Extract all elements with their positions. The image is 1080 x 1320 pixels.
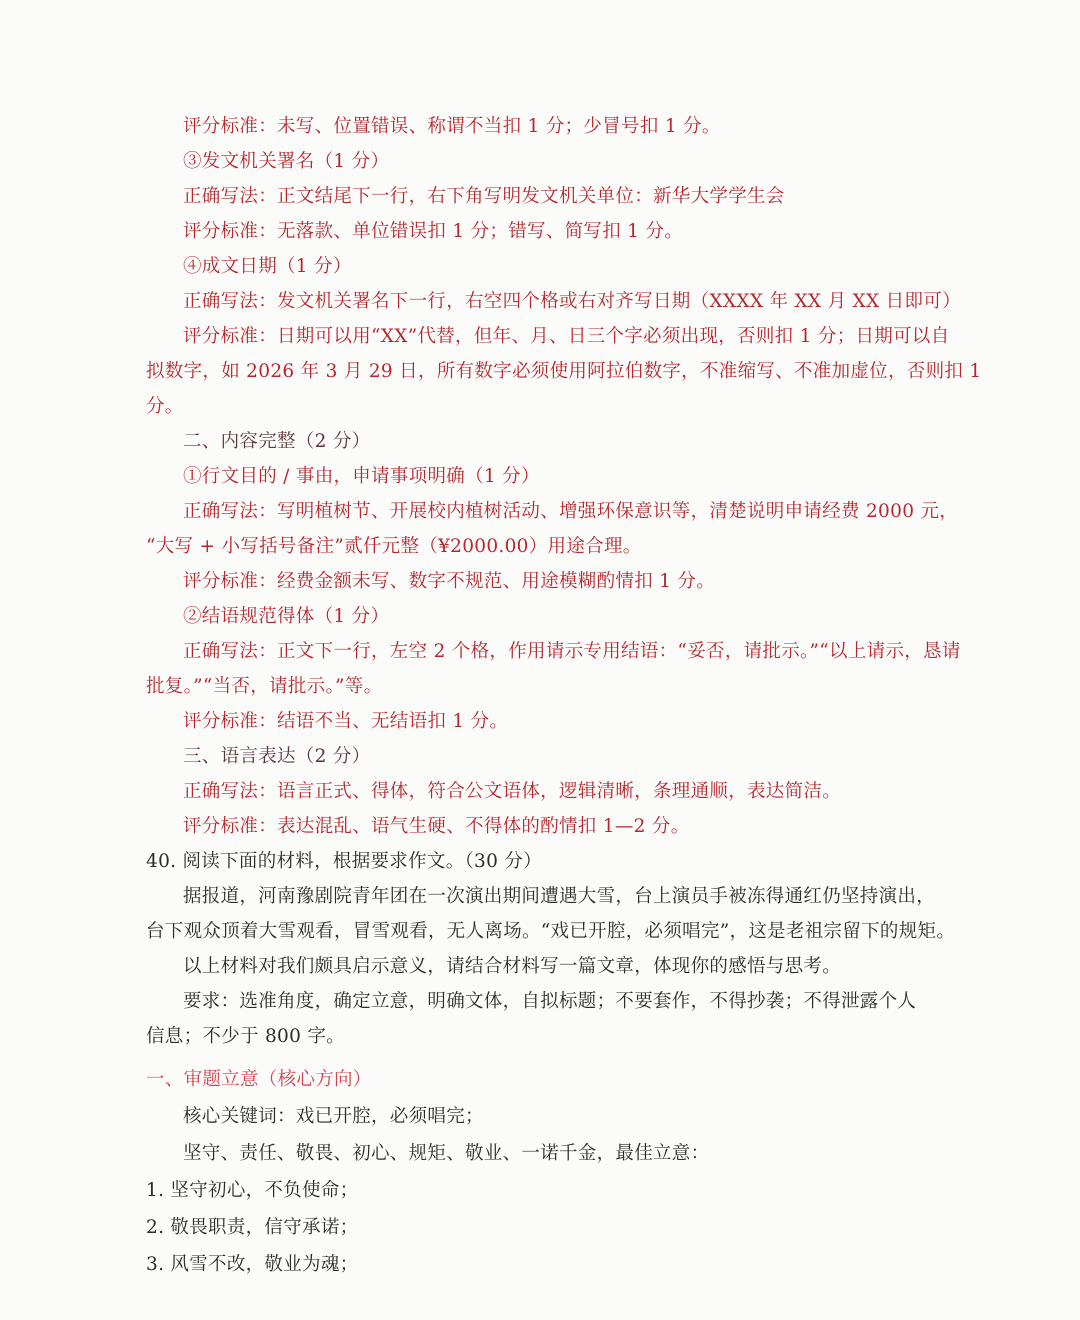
text-line: 正确写法：语言正式、得体，符合公文语体，逻辑清晰，条理通顺，表达简洁。 [183, 781, 842, 802]
text-line: 评分标准：经费金额未写、数字不规范、用途模糊酌情扣 1 分。 [183, 571, 716, 592]
text-line: 台下观众顶着大雪观看，冒雪观看，无人离场。“戏已开腔，必须唱完”，这是老祖宗留下的规矩。 [146, 921, 956, 942]
text-line: 核心关键词：戏已开腔，必须唱完； [183, 1106, 484, 1127]
text-line: ③发文机关署名（1 分） [183, 151, 390, 172]
text-line: 40. 阅读下面的材料，根据要求作文。（30 分） [146, 851, 542, 872]
text-line: 分。 [146, 396, 184, 417]
text-line: 评分标准：无落款、单位错误扣 1 分；错写、简写扣 1 分。 [183, 221, 684, 242]
text-line: 坚守、责任、敬畏、初心、规矩、敬业、一诺千金，最佳立意： [183, 1143, 710, 1164]
text-line: 正确写法：正文结尾下一行，右下角写明发文机关单位：新华大学学生会 [183, 186, 785, 207]
text-line: ②结语规范得体（1 分） [183, 606, 390, 627]
text-line: 评分标准：表达混乱、语气生硬、不得体的酌情扣 1—2 分。 [183, 816, 690, 837]
text-line: 2. 敬畏职责，信守承诺； [146, 1217, 359, 1238]
text-line: 以上材料对我们颇具启示意义，请结合材料写一篇文章，体现你的感悟与思考。 [183, 956, 842, 977]
text-line: 要求：选准角度，确定立意，明确文体，自拟标题；不要套作，不得抄袭；不得泄露个人 [183, 991, 917, 1012]
text-line: 据报道，河南豫剧院青年团在一次演出期间遭遇大雪，台上演员手被冻得通红仍坚持演出， [183, 886, 936, 907]
text-line: 正确写法：正文下一行，左空 2 个格，作用请示专用结语：“妥否，请批示。”“以上请示，恳请 [183, 641, 961, 662]
text-line: 3. 风雪不改，敬业为魂； [146, 1254, 359, 1275]
text-line: 拟数字，如 2026 年 3 月 29 日，所有数字必须使用阿拉伯数字，不准缩写、不准加虚位，否则扣 1 [146, 361, 982, 382]
text-line: 批复。”“当否，请批示。”等。 [146, 676, 383, 697]
text-line: 三、语言表达（2 分） [183, 746, 371, 767]
text-line: 信息；不少于 800 字。 [146, 1026, 345, 1047]
text-line: ④成文日期（1 分） [183, 256, 352, 277]
text-line: 一、审题立意（核心方向） [146, 1069, 372, 1090]
text-line: “大写 + 小写括号备注”贰仟元整（¥2000.00）用途合理。 [146, 536, 642, 557]
text-line: 正确写法：写明植树节、开展校内植树活动、增强环保意识等，清楚说明申请经费 2000 元， [183, 501, 959, 522]
text-line: 二、内容完整（2 分） [183, 431, 371, 452]
text-line: 1. 坚守初心，不负使命； [146, 1180, 359, 1201]
text-line: ①行文目的 / 事由，申请事项明确（1 分） [183, 466, 540, 487]
text-line: 评分标准：日期可以用“XX”代替，但年、月、日三个字必须出现，否则扣 1 分；日期可以自 [183, 326, 950, 347]
text-line: 评分标准：未写、位置错误、称谓不当扣 1 分；少冒号扣 1 分。 [183, 116, 721, 137]
text-line: 正确写法：发文机关署名下一行，右空四个格或右对齐写日期（XXXX 年 XX 月 XX 日即可） [183, 291, 961, 312]
text-line: 评分标准：结语不当、无结语扣 1 分。 [183, 711, 509, 732]
